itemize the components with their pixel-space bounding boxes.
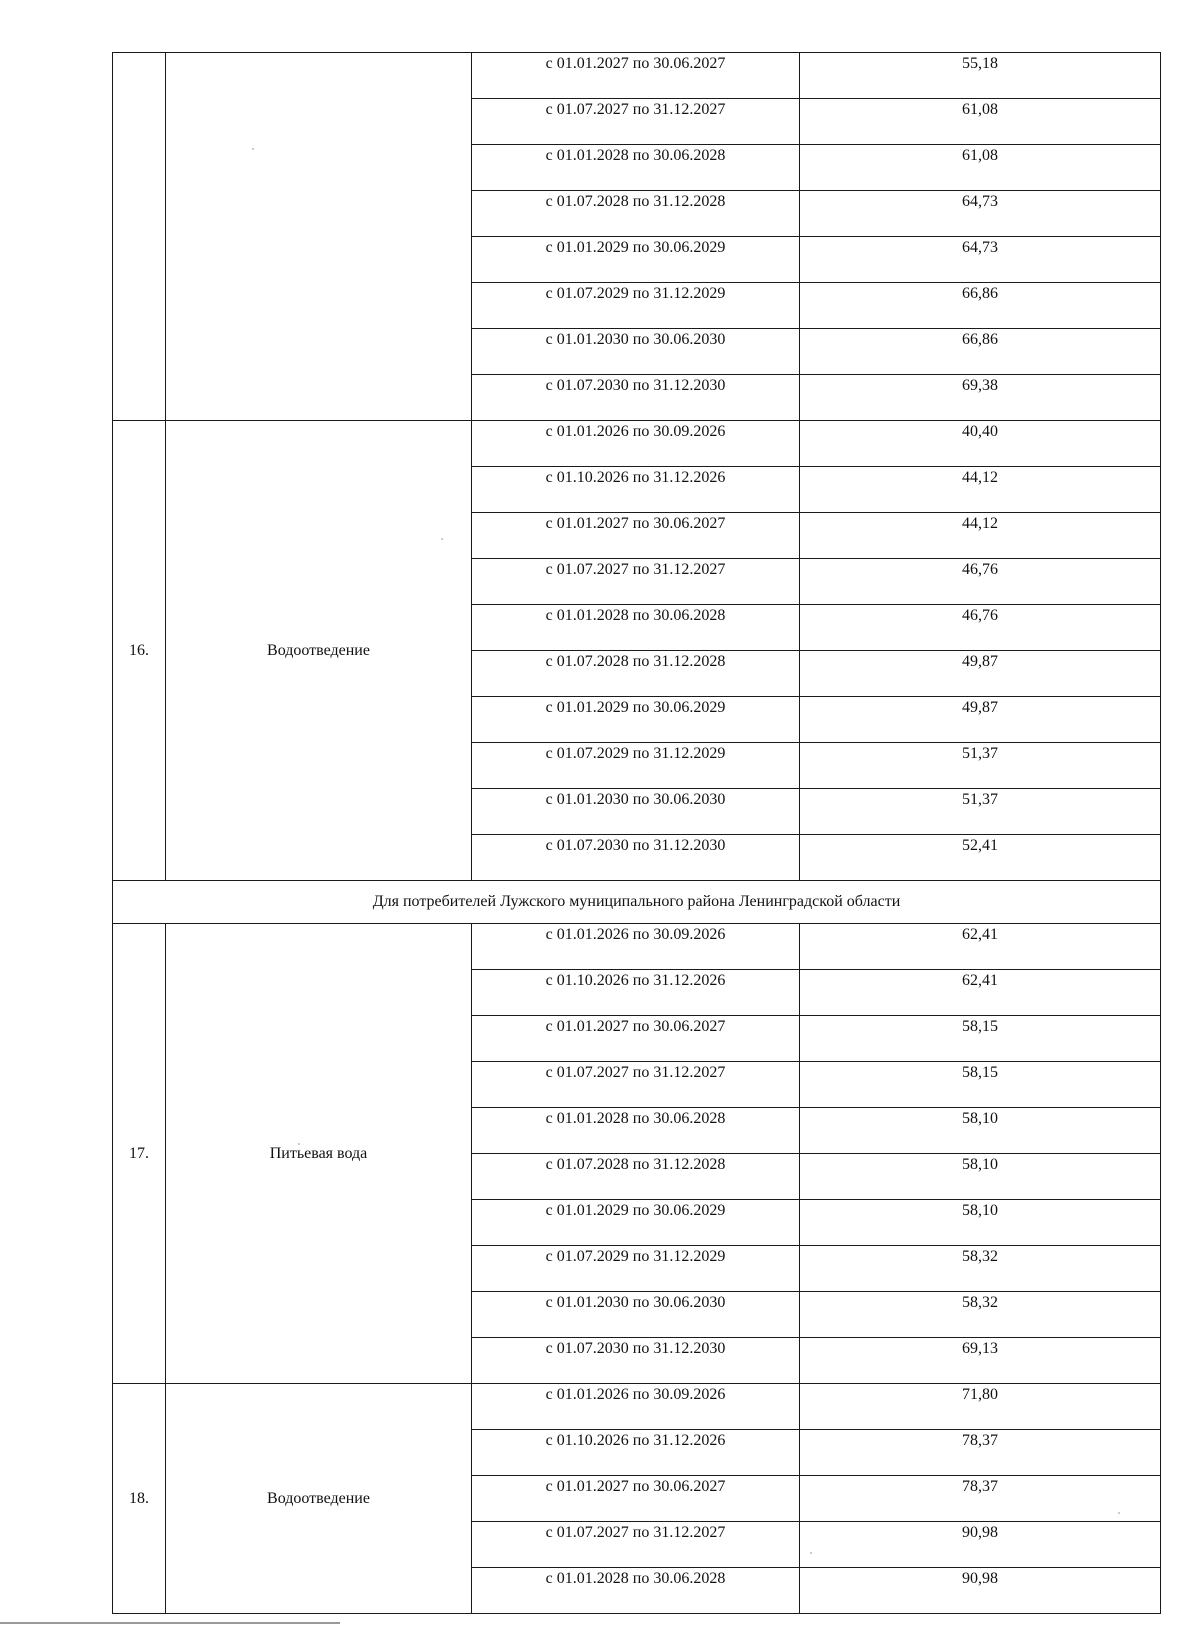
period-cell: с 01.07.2030 по 31.12.2030 <box>472 1338 800 1384</box>
period-cell: с 01.01.2027 по 30.06.2027 <box>472 1016 800 1062</box>
tariff-value-cell: 61,08 <box>800 99 1161 145</box>
item-number: 16. <box>113 421 166 881</box>
table-row <box>113 421 1161 467</box>
period-cell: с 01.07.2029 по 31.12.2029 <box>472 283 800 329</box>
tariff-value-cell: 90,98 <box>800 1568 1161 1614</box>
period-cell: с 01.07.2028 по 31.12.2028 <box>472 1154 800 1200</box>
table-row <box>113 924 1161 970</box>
scan-speck <box>298 1143 300 1145</box>
scan-speck <box>810 1552 812 1554</box>
footer-rule <box>0 1622 340 1624</box>
period-cell: с 01.07.2027 по 31.12.2027 <box>472 99 800 145</box>
period-cell: с 01.01.2026 по 30.09.2026 <box>472 924 800 970</box>
section-heading: Для потребителей Лужского муниципального района Ленинградской области <box>113 881 1161 924</box>
tariff-value-cell: 58,15 <box>800 1016 1161 1062</box>
scan-speck <box>252 148 254 150</box>
period-cell: с 01.01.2028 по 30.06.2028 <box>472 1108 800 1154</box>
tariff-value-cell: 58,10 <box>800 1200 1161 1246</box>
period-cell: с 01.07.2027 по 31.12.2027 <box>472 1522 800 1568</box>
tariff-value-cell: 62,41 <box>800 970 1161 1016</box>
tariff-value-cell: 44,12 <box>800 467 1161 513</box>
period-cell: с 01.07.2028 по 31.12.2028 <box>472 191 800 237</box>
tariff-value-cell: 61,08 <box>800 145 1161 191</box>
period-cell: с 01.10.2026 по 31.12.2026 <box>472 467 800 513</box>
period-cell: с 01.01.2026 по 30.09.2026 <box>472 421 800 467</box>
tariff-value-cell: 49,87 <box>800 651 1161 697</box>
tariff-value-cell: 55,18 <box>800 53 1161 99</box>
tariff-value-cell: 62,41 <box>800 924 1161 970</box>
tariff-value-cell: 58,10 <box>800 1108 1161 1154</box>
tariff-value-cell: 66,86 <box>800 283 1161 329</box>
tariff-value-cell: 64,73 <box>800 237 1161 283</box>
table-row <box>113 53 1161 99</box>
period-cell: с 01.01.2030 по 30.06.2030 <box>472 1292 800 1338</box>
item-number: 18. <box>113 1384 166 1614</box>
scan-speck <box>441 538 443 540</box>
tariff-value-cell: 46,76 <box>800 605 1161 651</box>
tariff-value-cell: 78,37 <box>800 1476 1161 1522</box>
period-cell: с 01.07.2030 по 31.12.2030 <box>472 835 800 881</box>
tariff-value-cell: 51,37 <box>800 789 1161 835</box>
service-name <box>166 53 472 421</box>
period-cell: с 01.01.2027 по 30.06.2027 <box>472 1476 800 1522</box>
tariff-value-cell: 64,73 <box>800 191 1161 237</box>
tariff-value-cell: 58,32 <box>800 1292 1161 1338</box>
section-heading-row <box>113 881 1161 924</box>
tariff-value-cell: 52,41 <box>800 835 1161 881</box>
period-cell: с 01.01.2028 по 30.06.2028 <box>472 1568 800 1614</box>
period-cell: с 01.01.2028 по 30.06.2028 <box>472 145 800 191</box>
period-cell: с 01.01.2026 по 30.09.2026 <box>472 1384 800 1430</box>
period-cell: с 01.07.2027 по 31.12.2027 <box>472 1062 800 1108</box>
tariff-value-cell: 66,86 <box>800 329 1161 375</box>
tariff-value-cell: 71,80 <box>800 1384 1161 1430</box>
tariff-value-cell: 90,98 <box>800 1522 1161 1568</box>
table-row <box>113 1384 1161 1430</box>
tariff-value-cell: 40,40 <box>800 421 1161 467</box>
period-cell: с 01.07.2029 по 31.12.2029 <box>472 1246 800 1292</box>
tariff-value-cell: 51,37 <box>800 743 1161 789</box>
period-cell: с 01.07.2029 по 31.12.2029 <box>472 743 800 789</box>
service-name: Водоотведение <box>166 1384 472 1614</box>
period-cell: с 01.01.2027 по 30.06.2027 <box>472 513 800 559</box>
tariff-table-body <box>113 53 1161 1614</box>
tariff-value-cell: 46,76 <box>800 559 1161 605</box>
scan-speck <box>1118 1512 1120 1514</box>
tariff-value-cell: 58,32 <box>800 1246 1161 1292</box>
item-number: 17. <box>113 924 166 1384</box>
period-cell: с 01.01.2029 по 30.06.2029 <box>472 237 800 283</box>
tariff-value-cell: 58,10 <box>800 1154 1161 1200</box>
period-cell: с 01.01.2030 по 30.06.2030 <box>472 789 800 835</box>
tariff-value-cell: 58,15 <box>800 1062 1161 1108</box>
period-cell: с 01.01.2027 по 30.06.2027 <box>472 53 800 99</box>
period-cell: с 01.01.2030 по 30.06.2030 <box>472 329 800 375</box>
period-cell: с 01.10.2026 по 31.12.2026 <box>472 970 800 1016</box>
tariff-value-cell: 78,37 <box>800 1430 1161 1476</box>
service-name: Питьевая вода <box>166 924 472 1384</box>
item-number <box>113 53 166 421</box>
tariff-value-cell: 49,87 <box>800 697 1161 743</box>
service-name: Водоотведение <box>166 421 472 881</box>
tariff-value-cell: 44,12 <box>800 513 1161 559</box>
period-cell: с 01.01.2029 по 30.06.2029 <box>472 697 800 743</box>
tariff-table <box>112 52 1161 1614</box>
period-cell: с 01.10.2026 по 31.12.2026 <box>472 1430 800 1476</box>
period-cell: с 01.07.2030 по 31.12.2030 <box>472 375 800 421</box>
period-cell: с 01.01.2028 по 30.06.2028 <box>472 605 800 651</box>
period-cell: с 01.01.2029 по 30.06.2029 <box>472 1200 800 1246</box>
tariff-value-cell: 69,38 <box>800 375 1161 421</box>
period-cell: с 01.07.2027 по 31.12.2027 <box>472 559 800 605</box>
period-cell: с 01.07.2028 по 31.12.2028 <box>472 651 800 697</box>
tariff-value-cell: 69,13 <box>800 1338 1161 1384</box>
